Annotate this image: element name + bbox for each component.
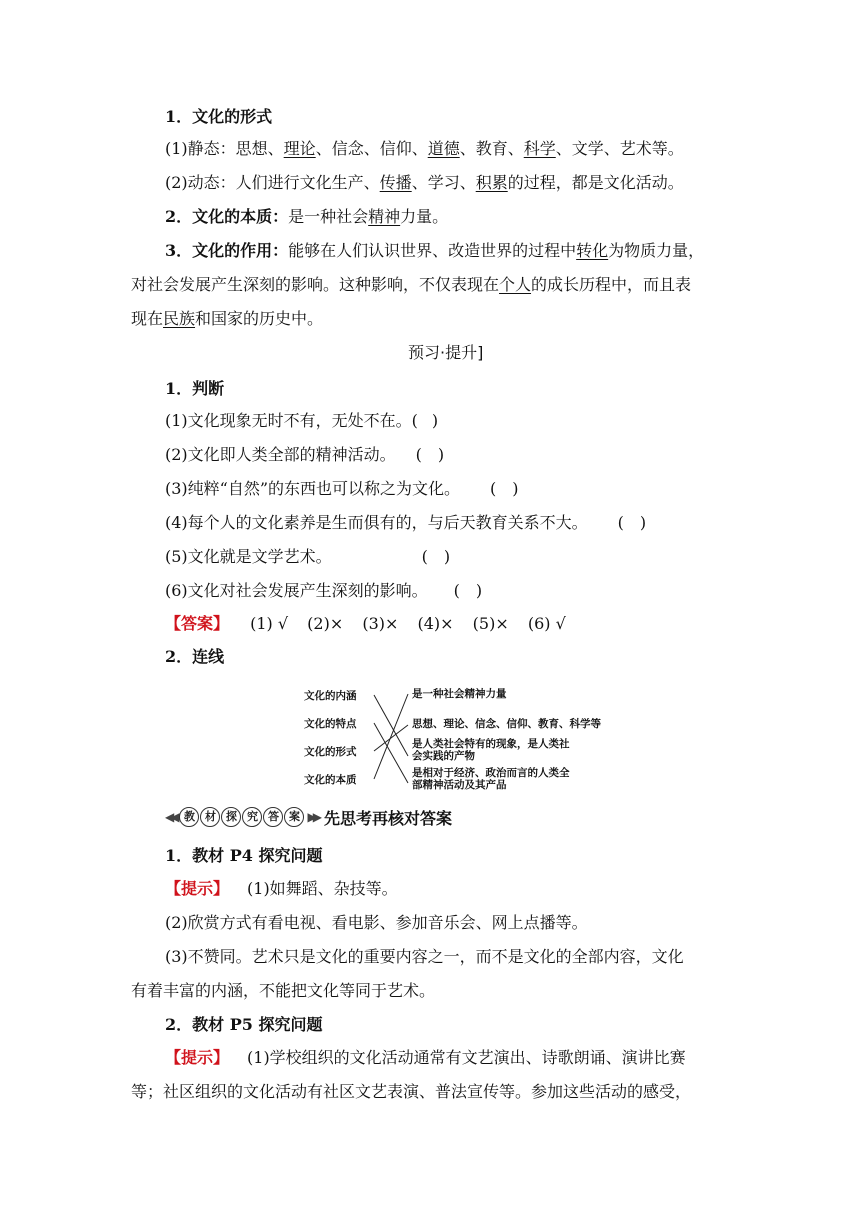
answer-6: (6) √ [527,614,566,633]
section-banner [165,805,452,829]
explore-q1-a3-cont: 有着丰富的内涵，不能把文化等同于艺术。 [131,981,436,1000]
judge-item-4: (4)每个人的文化素养是生而俱有的，与后天教育关系不大。 ( ) [165,513,647,532]
heading-form: 1．文化的形式 [165,107,273,126]
banner-char-5: 答 [263,807,283,827]
explore-q2-hint: 【提示】 (1)学校组织的文化活动通常有文艺演出、诗歌朗诵、演讲比赛 [165,1048,686,1067]
banner-char-3: 探 [221,807,241,827]
explore-q2: 2．教材 P5 探究问题 [165,1015,323,1034]
banner-char-2: 材 [200,807,220,827]
right-arrows-icon: ▶▶ [307,810,318,824]
banner-text: 先思考再核对答案 [323,808,452,828]
explore-q1-a3: (3)不赞同。艺术只是文化的重要内容之一，而不是文化的全部内容，文化 [165,947,684,966]
answer-2: (2)× [307,614,344,633]
match-left-2: 文化的特点 [304,718,357,730]
hint-label: 【提示】 [165,879,230,898]
answer-3: (3)× [362,614,399,633]
explore-q1-a2: (2)欣赏方式有看电视、看电影、参加音乐会、网上点播等。 [165,913,588,932]
banner-char-4: 究 [242,807,262,827]
judge-item-1: (1)文化现象无时不有，无处不在。( ) [165,411,439,430]
match-right-1: 是一种社会精神力量 [412,688,507,700]
heading-function: 3．文化的作用：能够在人们认识世界、改造世界的过程中转化为物质力量， [165,241,705,260]
match-right-3: 是人类社会特有的现象，是人类社 会实践的产物 [412,738,570,762]
judge-item-3: (3)纯粹“自然”的东西也可以称之为文化。 ( ) [165,479,519,498]
banner-char-1: 教 [179,807,199,827]
match-title: 2．连线 [165,647,225,666]
match-left-3: 文化的形式 [304,746,357,758]
hint-label-2: 【提示】 [165,1048,230,1067]
answer-4: (4)× [417,614,454,633]
match-left-4: 文化的本质 [304,774,357,786]
banner-char-6: 案 [284,807,304,827]
answer-5: (5)× [472,614,509,633]
dynamic-form-line: (2)动态：人们进行文化生产、传播、学习、积累的过程，都是文化活动。 [165,173,684,192]
explore-q2-a1-cont: 等；社区组织的文化活动有社区文艺表演、普法宣传等。参加这些活动的感受， [131,1082,692,1101]
answer-label: 【答案】 [165,614,230,633]
static-form-line: (1)静态：思想、理论、信念、信仰、道德、教育、科学、文学、艺术等。 [165,139,684,158]
preview-heading: 预习·提升] [408,343,484,362]
match-left-1: 文化的内涵 [304,690,357,702]
judge-item-5: (5)文化就是文学艺术。 ( ) [165,547,451,566]
explore-q1-hint: 【提示】 (1)如舞蹈、杂技等。 [165,879,398,898]
judge-answers [165,613,566,635]
match-right-4: 是相对于经济、政治而言的人类全 部精神活动及其产品 [412,767,570,791]
function-line-2: 对社会发展产生深刻的影响。这种影响，不仅表现在个人的成长历程中，而且表 [131,275,692,294]
judge-item-6: (6)文化对社会发展产生深刻的影响。 ( ) [165,581,483,600]
answer-1: (1) √ [250,614,289,633]
left-arrows-icon: ◀◀ [165,810,176,824]
matching-diagram [300,680,620,796]
heading-essence: 2．文化的本质：是一种社会精神力量。 [165,207,449,226]
match-right-2: 思想、理论、信念、信仰、教育、科学等 [412,718,601,730]
judge-title: 1．判断 [165,379,225,398]
function-line-3: 现在民族和国家的历史中。 [131,309,324,328]
judge-item-2: (2)文化即人类全部的精神活动。 ( ) [165,445,445,464]
explore-q1: 1．教材 P4 探究问题 [165,846,323,865]
